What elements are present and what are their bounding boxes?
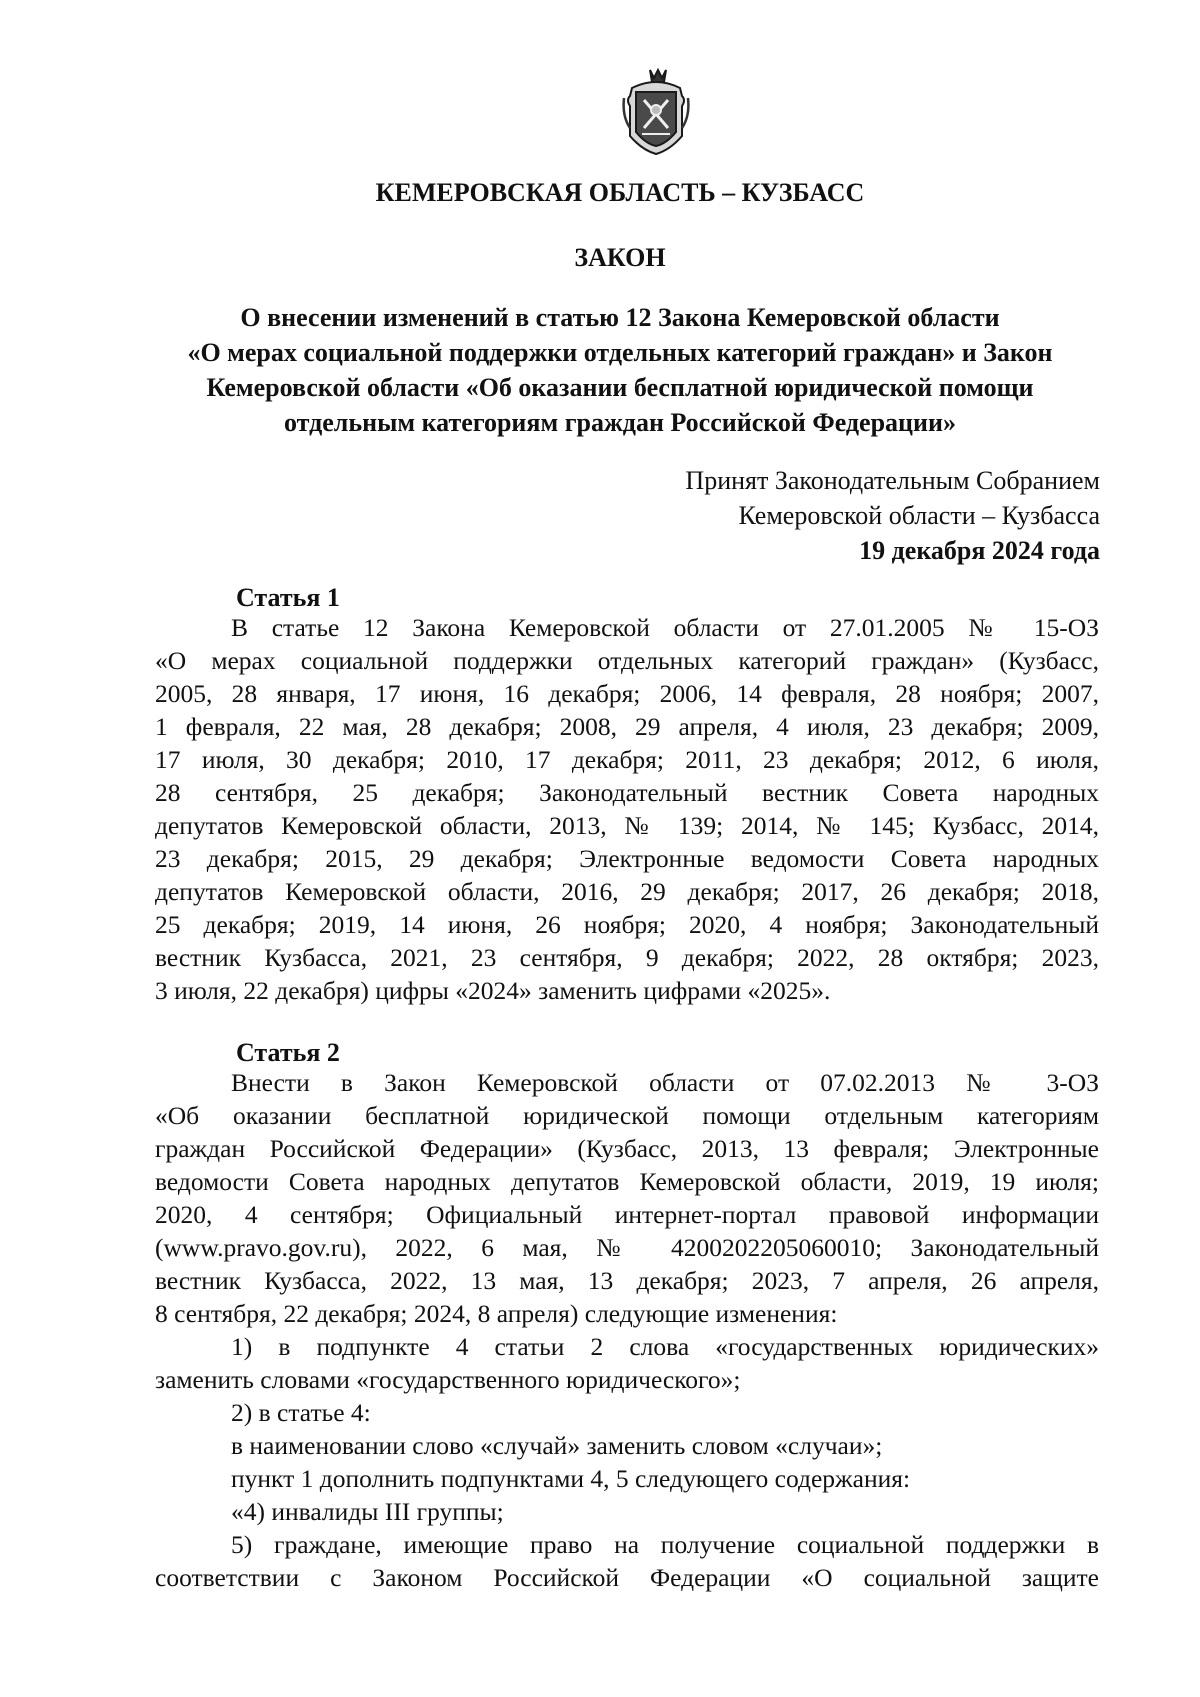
- change-item: 5) граждане, имеющие право на получение социальной поддержки в: [231, 1530, 1099, 1559]
- article-1-line: 17 июля, 30 декабря; 2010, 17 декабря; 2011, 23 декабря; 2012, 6 июля,: [155, 745, 1099, 774]
- article-1-heading: Статья 1: [236, 583, 340, 612]
- coat-of-arms-emblem: [620, 66, 692, 158]
- document-type: ЗАКОН: [574, 243, 666, 272]
- law-title-line: отдельным категориям граждан Российской Федерации»: [283, 408, 956, 437]
- article-1-line: 3 июля, 22 декабря) цифры «2024» заменить цифрами «2025».: [155, 976, 831, 1005]
- article-1-line: 28 сентября, 25 декабря; Законодательный вестник Совета народных: [155, 778, 1099, 807]
- article-2-line: ведомости Совета народных депутатов Кемеровской области, 2019, 19 июля;: [155, 1167, 1099, 1196]
- change-item: соответствии с Законом Российской Федерации «О социальной защите: [155, 1563, 1099, 1592]
- article-2-line: (www.pravo.gov.ru), 2022, 6 мая, № 4200202205060010; Законодательный: [155, 1233, 1099, 1262]
- law-title-line: «О мерах социальной поддержки отдельных категорий граждан» и Закон: [187, 338, 1053, 367]
- article-1-line: 25 декабря; 2019, 14 июня, 26 ноября; 2020, 4 ноября; Законодательный: [155, 910, 1099, 939]
- region-name: КЕМЕРОВСКАЯ ОБЛАСТЬ – КУЗБАСС: [375, 178, 865, 207]
- change-item: «4) инвалиды III группы;: [231, 1497, 504, 1526]
- change-item: 2) в статье 4:: [231, 1398, 371, 1427]
- adoption-block: [560, 463, 1100, 568]
- change-item: заменить словами «государственного юридического»;: [155, 1365, 741, 1394]
- article-1-line: 2005, 28 января, 17 июня, 16 декабря; 2006, 14 февраля, 28 ноября; 2007,: [155, 679, 1099, 708]
- article-2-changes: [155, 1330, 1099, 1594]
- article-1-line: депутатов Кемеровской области, 2013, № 139; 2014, № 145; Кузбасс, 2014,: [155, 811, 1099, 840]
- law-title-line: Кемеровской области «Об оказании бесплатной юридической помощи: [206, 373, 1034, 402]
- article-2-heading: Статья 2: [236, 1038, 340, 1067]
- article-1-line: 23 декабря; 2015, 29 декабря; Электронные ведомости Совета народных: [155, 844, 1099, 873]
- article-2-line: 8 сентября, 22 декабря; 2024, 8 апреля) следующие изменения:: [155, 1299, 838, 1328]
- change-item: пункт 1 дополнить подпунктами 4, 5 следующего содержания:: [231, 1464, 911, 1493]
- article-2-line: «Об оказании бесплатной юридической помощи отдельным категориям: [155, 1101, 1099, 1130]
- article-2-line: граждан Российской Федерации» (Кузбасс, 2013, 13 февраля; Электронные: [155, 1134, 1099, 1163]
- article-2-line: Внести в Закон Кемеровской области от 07.02.2013 № 3-ОЗ: [231, 1068, 1099, 1097]
- adoption-date: 19 декабря 2024 года: [859, 536, 1100, 565]
- adoption-line: Кемеровской области – Кузбасса: [738, 501, 1100, 530]
- article-1-line: В статье 12 Закона Кемеровской области от 27.01.2005 № 15-ОЗ: [231, 613, 1099, 642]
- article-1-line: «О мерах социальной поддержки отдельных категорий граждан» (Кузбасс,: [155, 646, 1099, 675]
- adoption-line: Принят Законодательным Собранием: [685, 466, 1100, 495]
- article-2-text: [155, 1066, 1099, 1330]
- article-1-text: [155, 611, 1099, 1007]
- article-2-line: вестник Кузбасса, 2022, 13 мая, 13 декабря; 2023, 7 апреля, 26 апреля,: [155, 1266, 1099, 1295]
- law-title: [160, 300, 1080, 440]
- article-1-line: вестник Кузбасса, 2021, 23 сентября, 9 декабря; 2022, 28 октября; 2023,: [155, 943, 1099, 972]
- change-item: 1) в подпункте 4 статьи 2 слова «государственных юридических»: [231, 1332, 1099, 1361]
- article-1-line: 1 февраля, 22 мая, 28 декабря; 2008, 29 апреля, 4 июля, 23 декабря; 2009,: [155, 712, 1099, 741]
- change-item: в наименовании слово «случай» заменить словом «случаи»;: [231, 1431, 883, 1460]
- article-2-line: 2020, 4 сентября; Официальный интернет-портал правовой информации: [155, 1200, 1099, 1229]
- article-1-line: депутатов Кемеровской области, 2016, 29 декабря; 2017, 26 декабря; 2018,: [155, 877, 1099, 906]
- law-title-line: О внесении изменений в статью 12 Закона Кемеровской области: [240, 303, 1000, 332]
